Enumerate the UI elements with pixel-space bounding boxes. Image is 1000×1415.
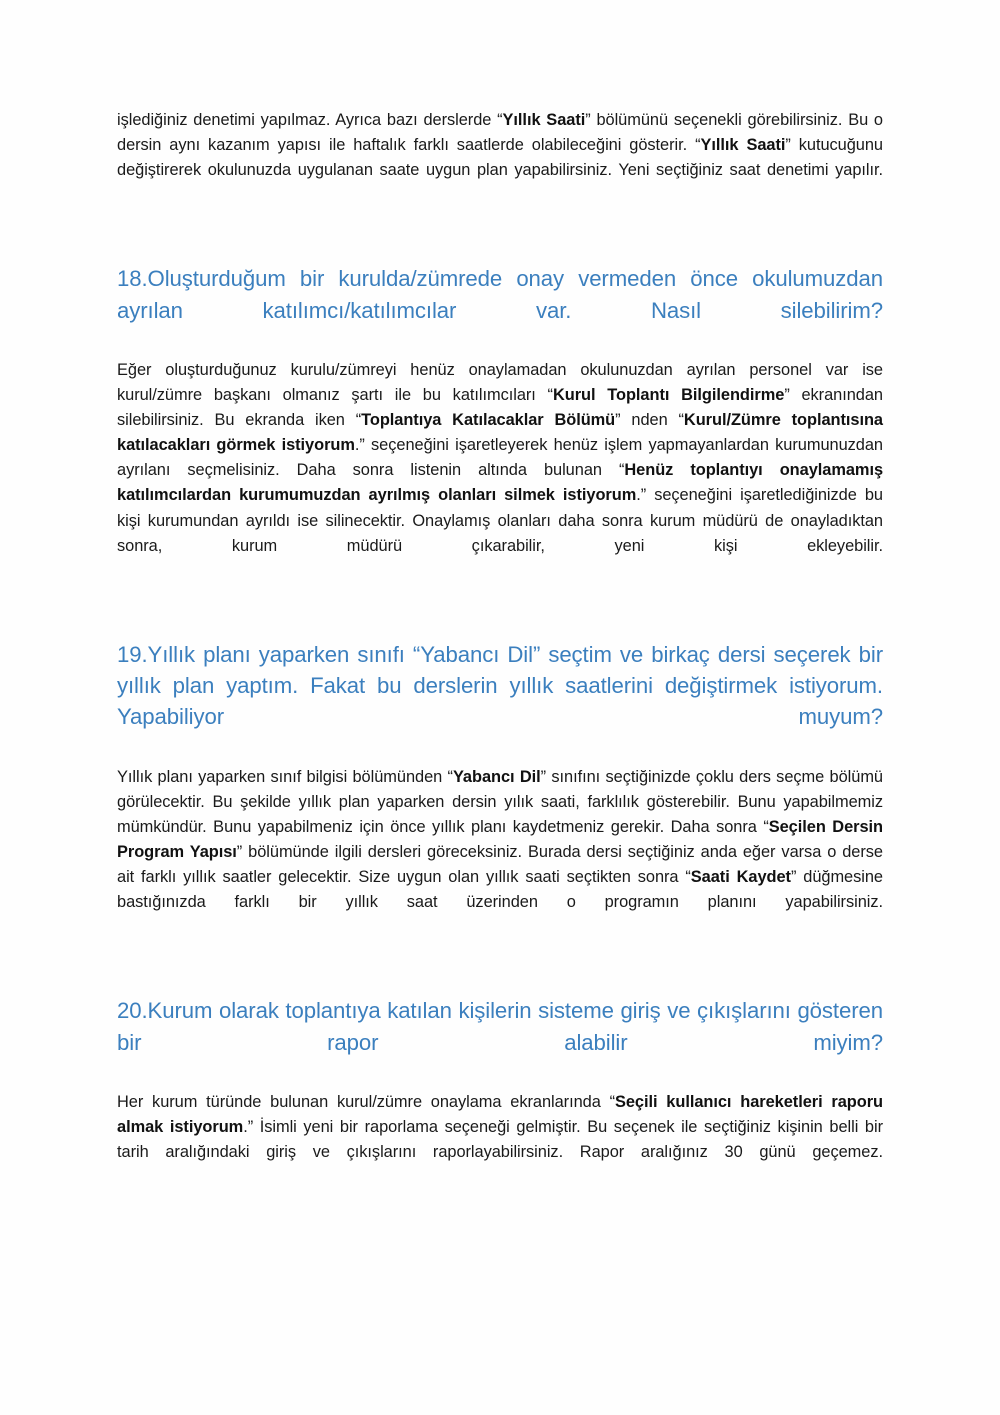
section-20-heading <box>117 995 883 1089</box>
s19-part3: ” bölümünde ilgili dersleri göreceksiniz. Burada dersi seçtiğiniz anda eğer varsa o derse ait farklı yıllık saatler gelecektir. Size uygun olan yıllık saati seçtikten sonra “ <box>117 842 883 887</box>
section-19-number: 19. <box>117 641 148 667</box>
s18-part5: .” seçeneğini işaretlediğinizde bu kişi kurumundan ayrıldı ise silinecektir. Onaylamış olanları daha sonra kurum müdürü de onayladıktan sonra, kurum müdürü çıkarabilir, yeni kişi ekleyebilir. <box>117 486 883 555</box>
s18-bold-gormek-istiyorum: Kurul/Zümre toplantısına katılacakları görmek istiyorum <box>117 411 883 455</box>
intro-bold-yillik-saati-2: Yıllık Saati <box>700 136 786 155</box>
s18-bold-kurul-toplanti-bilgilendirme: Kurul Toplantı Bilgilendirme <box>552 386 785 405</box>
s18-part2: ” ekranından silebilirsiniz. Bu ekranda iken “ <box>117 386 883 430</box>
section-19-heading <box>117 639 883 764</box>
s18-part1: Eğer oluşturduğunuz kurulu/zümreyi henüz onaylamadan okulunuzdan ayrılan personel var ise kurul/zümre başkanı olmanız şartı ile bu katılımcıları “ <box>117 360 883 405</box>
s20-part2: .” İsimli yeni bir raporlama seçeneği gelmiştir. Bu seçenek ile seçtiğiniz kişinin belli bir tarih aralığındaki giriş ve çıkışlarını raporlayabilirsiniz. Rapor aralığınız 30 günü geçemez. <box>117 1118 883 1162</box>
s19-part4: ” düğmesine bastığınızda farklı bir yıllık saat üzerinden o programın planını yapabilirsiniz. <box>117 868 883 912</box>
s18-bold-toplantiya-katilacaklar-bolumu: Toplantıya Katılacaklar Bölümü <box>361 411 616 430</box>
section-20 <box>117 995 883 1190</box>
section-19 <box>117 639 883 940</box>
intro-text-part3: ” kutucuğunu değiştirerek okulunuzda uygulanan saate uygun plan yapabilirsiniz. Yeni seçtiğiniz saat denetimi yapılır. <box>117 136 884 180</box>
s18-part3: ” nden “ <box>615 411 684 430</box>
section-20-body <box>117 1090 883 1190</box>
s18-part4: .” seçeneğini işaretleyerek henüz işlem yapmayanlardan kurumunuzdan ayrılanı seçmelisiniz. Daha sonra listenin altında bulunan “ <box>117 436 883 480</box>
document-content <box>117 108 883 1190</box>
s19-part1: Yıllık planı yaparken sınıf bilgisi bölümünden “ <box>117 767 453 786</box>
section-20-heading-text: Kurum olarak toplantıya katılan kişilerin sisteme giriş ve çıkışlarını gösteren bir rapor alabilir miyim? <box>117 998 883 1055</box>
intro-text-part1: işlediğiniz denetimi yapılmaz. Ayrıca bazı derslerde “ <box>117 111 503 129</box>
s18-bold-silmek-istiyorum: Henüz toplantıyı onaylamamış katılımcılardan kurumumuzdan ayrılmış olanları silmek istiyorum <box>117 461 884 505</box>
s19-part2: ” sınıfını seçtiğinizde çoklu ders seçme bölümü görülecektir. Bu şekilde yıllık plan yaparken dersin yılık saati, farklılık gösterebilir. Bunu yapabilmemiz mümkündür. Bunu yapabilmeniz için önce yıllık planı kaydetmeniz gerekir. Daha sonra “ <box>117 767 883 836</box>
s20-part1: Her kurum türünde bulunan kurul/zümre onaylama ekranlarında “ <box>117 1092 615 1111</box>
s19-bold-secilen-dersin-program-yapisi: Seçilen Dersin Program Yapısı <box>117 817 883 861</box>
section-18-body <box>117 358 883 584</box>
section-19-heading-text: Yıllık planı yaparken sınıfı “Yabancı Dil” seçtim ve birkaç dersi seçerek bir yıllık plan yaptım. Fakat bu derslerin yıllık saatlerini değiştirmek istiyorum. Yapabiliyor muyum? <box>117 641 883 730</box>
intro-bold-yillik-saati-1: Yıllık Saati <box>502 111 586 129</box>
section-20-number: 20. <box>117 998 148 1024</box>
s20-bold-secili-kullanici-hareketleri-raporu: Seçili kullanıcı hareketleri raporu almak istiyorum <box>117 1092 883 1136</box>
section-18 <box>117 263 883 583</box>
section-18-number: 18. <box>117 266 148 292</box>
s19-bold-saati-kaydet: Saati Kaydet <box>690 868 791 887</box>
section-19-body <box>117 765 883 941</box>
intro-text-part2: ” bölümünü seçenekli görebilirsiniz. Bu o dersin aynı kazanım yapısı ile haftalık farklı saatlerde olabileceğini gösterir. “ <box>117 111 883 155</box>
section-18-heading <box>117 263 883 357</box>
intro-paragraph <box>117 108 883 208</box>
s19-bold-yabanci-dil: Yabancı Dil <box>452 767 541 786</box>
section-18-heading-text: Oluşturduğum bir kurulda/zümrede onay vermeden önce okulumuzdan ayrılan katılımcı/katılımcılar var. Nasıl silebilirim? <box>117 266 883 323</box>
